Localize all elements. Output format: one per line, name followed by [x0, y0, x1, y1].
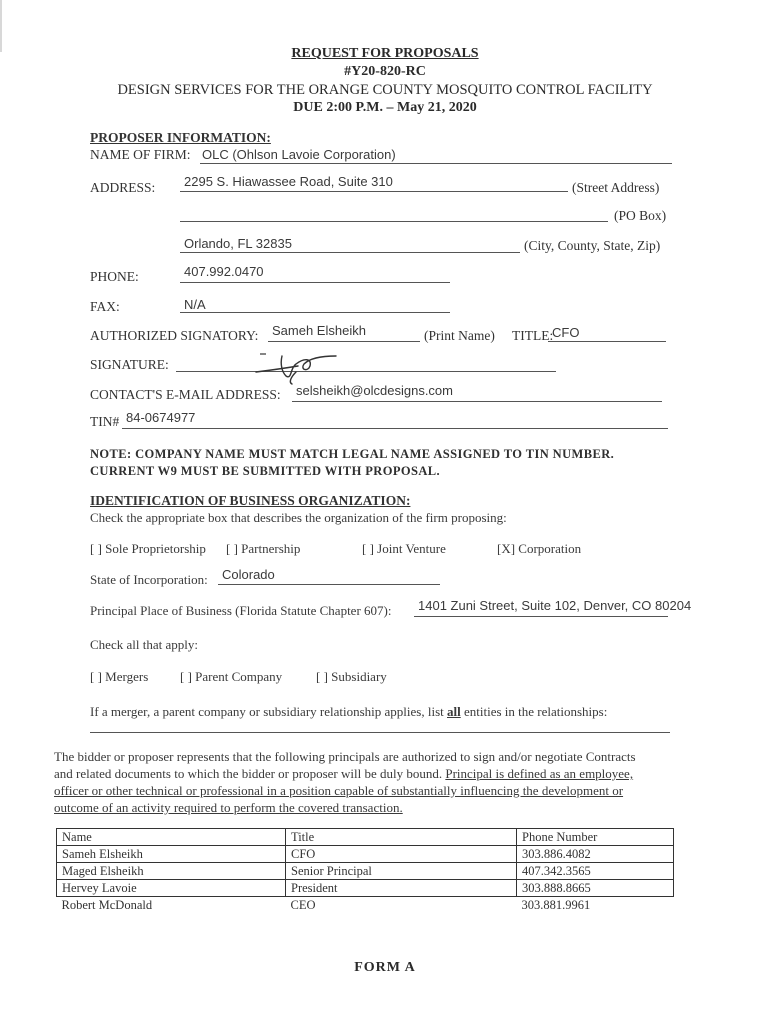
phone-line — [180, 282, 450, 283]
cell-phone: 303.886.4082 — [517, 846, 674, 863]
rfp-number: #Y20-820-RC — [344, 64, 426, 79]
option-mergers[interactable] — [90, 669, 148, 685]
city-state-zip-value[interactable]: Orlando, FL 32835 — [184, 236, 292, 251]
cell-title: Senior Principal — [286, 863, 517, 880]
phone-label: PHONE: — [90, 269, 139, 284]
table-header-row — [57, 829, 674, 846]
label-partnership: Partnership — [241, 541, 301, 556]
fax-label: FAX: — [90, 299, 120, 314]
table-row — [57, 863, 674, 880]
option-partnership[interactable] — [226, 541, 300, 557]
checkbox-corporation[interactable]: [X] — [497, 541, 516, 556]
table-row — [57, 897, 674, 914]
principals-text-line-1: The bidder or proposer represents that the following principals are authorized to sign and/or negotiate Contracts — [54, 749, 636, 764]
note-line-1: NOTE: COMPANY NAME MUST MATCH LEGAL NAME ASSIGNED TO TIN NUMBER. — [90, 447, 615, 461]
email-line — [292, 401, 662, 402]
label-sole-proprietorship: Sole Proprietorship — [105, 541, 206, 556]
merger-instruction-all: all — [447, 704, 461, 719]
cell-title: CFO — [286, 846, 517, 863]
signatory-line — [268, 341, 420, 342]
merger-instruction-post: entities in the relationships: — [460, 704, 608, 719]
header-phone: Phone Number — [517, 829, 674, 846]
title-value[interactable]: CFO — [552, 325, 580, 340]
fax-value[interactable]: N/A — [184, 297, 206, 312]
email-value[interactable]: selsheikh@olcdesigns.com — [296, 383, 453, 398]
checkbox-subsidiary[interactable]: [ ] — [316, 669, 328, 684]
po-box-line — [180, 221, 608, 222]
cell-phone: 303.888.8665 — [517, 880, 674, 897]
handwritten-signature — [252, 346, 342, 386]
signature-label: SIGNATURE: — [90, 357, 169, 372]
table-row — [57, 880, 674, 897]
option-subsidiary[interactable] — [316, 669, 387, 685]
rfp-title: REQUEST FOR PROPOSALS — [291, 46, 479, 61]
cell-phone: 407.342.3565 — [517, 863, 674, 880]
checkbox-partnership[interactable]: [ ] — [226, 541, 238, 556]
cell-name: Robert McDonald — [61, 898, 153, 912]
po-box-hint: (PO Box) — [614, 208, 667, 223]
table-row — [57, 846, 674, 863]
street-address-line — [180, 191, 568, 192]
option-joint-venture[interactable] — [362, 541, 446, 557]
principals-text-line-2 — [54, 766, 633, 782]
city-state-zip-hint: (City, County, State, Zip) — [524, 238, 661, 253]
authorized-signatory-label: AUTHORIZED SIGNATORY: — [90, 328, 259, 343]
principal-place-value[interactable]: 1401 Zuni Street, Suite 102, Denver, CO 80204 — [418, 598, 692, 613]
signature-line — [176, 371, 556, 372]
email-label: CONTACT'S E-MAIL ADDRESS: — [90, 387, 281, 402]
merger-entities-line — [90, 732, 670, 733]
proposer-heading: PROPOSER INFORMATION: — [90, 130, 271, 145]
checkbox-sole-proprietorship[interactable]: [ ] — [90, 541, 102, 556]
street-address-value[interactable]: 2295 S. Hiawassee Road, Suite 310 — [184, 174, 393, 189]
principal-place-label: Principal Place of Business (Florida Statute Chapter 607): — [90, 603, 392, 618]
phone-value[interactable]: 407.992.0470 — [184, 264, 264, 279]
form-footer: FORM A — [354, 960, 416, 975]
principals-text-line-3: officer or other technical or professional in a position capable of substantially influencing the development or — [54, 783, 624, 798]
checkbox-parent-company[interactable]: [ ] — [180, 669, 192, 684]
principals-table — [56, 828, 674, 913]
rfp-subject: DESIGN SERVICES FOR THE ORANGE COUNTY MOSQUITO CONTROL FACILITY — [117, 82, 653, 98]
checkbox-mergers[interactable]: [ ] — [90, 669, 102, 684]
firm-name-label: NAME OF FIRM: — [90, 147, 191, 162]
note-line-2: CURRENT W9 MUST BE SUBMITTED WITH PROPOSAL. — [90, 464, 441, 478]
identification-instruction: Check the appropriate box that describes the organization of the firm proposing: — [90, 510, 507, 525]
scan-edge-mark — [0, 0, 2, 52]
cell-title: President — [286, 880, 517, 897]
label-corporation: Corporation — [518, 541, 582, 556]
label-mergers: Mergers — [105, 669, 149, 684]
city-state-zip-line — [180, 252, 520, 253]
rfp-due-date: DUE 2:00 P.M. – May 21, 2020 — [293, 100, 477, 115]
tin-line — [122, 428, 668, 429]
state-of-incorporation-line — [218, 584, 440, 585]
state-of-incorporation-label: State of Incorporation: — [90, 572, 208, 587]
firm-name-value[interactable]: OLC (Ohlson Lavoie Corporation) — [202, 147, 396, 162]
principal-place-line — [414, 616, 668, 617]
cell-name: Hervey Lavoie — [57, 880, 286, 897]
title-label: TITLE: — [512, 328, 554, 343]
firm-name-line — [200, 163, 672, 164]
option-corporation[interactable] — [497, 541, 581, 557]
cell-name: Maged Elsheikh — [57, 863, 286, 880]
merger-instruction-pre: If a merger, a parent company or subsidiary relationship applies, list — [90, 704, 447, 719]
tin-label: TIN# — [90, 414, 120, 429]
header-name: Name — [57, 829, 286, 846]
cell-phone: 303.881.9961 — [521, 898, 591, 912]
label-subsidiary: Subsidiary — [331, 669, 387, 684]
street-address-hint: (Street Address) — [572, 180, 660, 195]
authorized-signatory-value[interactable]: Sameh Elsheikh — [272, 323, 366, 338]
header-title: Title — [286, 829, 517, 846]
principals-text-line-2-plain: and related documents to which the bidder or proposer will be duly bound. — [54, 766, 446, 781]
identification-heading: IDENTIFICATION OF BUSINESS ORGANIZATION: — [90, 493, 411, 508]
state-of-incorporation-value[interactable]: Colorado — [222, 567, 275, 582]
checkbox-joint-venture[interactable]: [ ] — [362, 541, 374, 556]
merger-instruction — [90, 704, 607, 720]
title-line — [548, 341, 666, 342]
cell-name: Sameh Elsheikh — [57, 846, 286, 863]
print-name-hint: (Print Name) — [424, 328, 495, 343]
principals-text-line-2-underlined: Principal is defined as an employee, — [445, 766, 634, 781]
option-parent-company[interactable] — [180, 669, 282, 685]
option-sole-proprietorship[interactable] — [90, 541, 206, 557]
label-parent-company: Parent Company — [195, 669, 283, 684]
tin-value[interactable]: 84-0674977 — [126, 410, 196, 425]
check-all-label: Check all that apply: — [90, 637, 198, 652]
label-joint-venture: Joint Venture — [377, 541, 446, 556]
fax-line — [180, 312, 450, 313]
address-label: ADDRESS: — [90, 180, 156, 195]
principals-text-line-4: outcome of an activity required to perform the covered transaction. — [54, 800, 403, 815]
cell-title: CEO — [290, 898, 316, 912]
